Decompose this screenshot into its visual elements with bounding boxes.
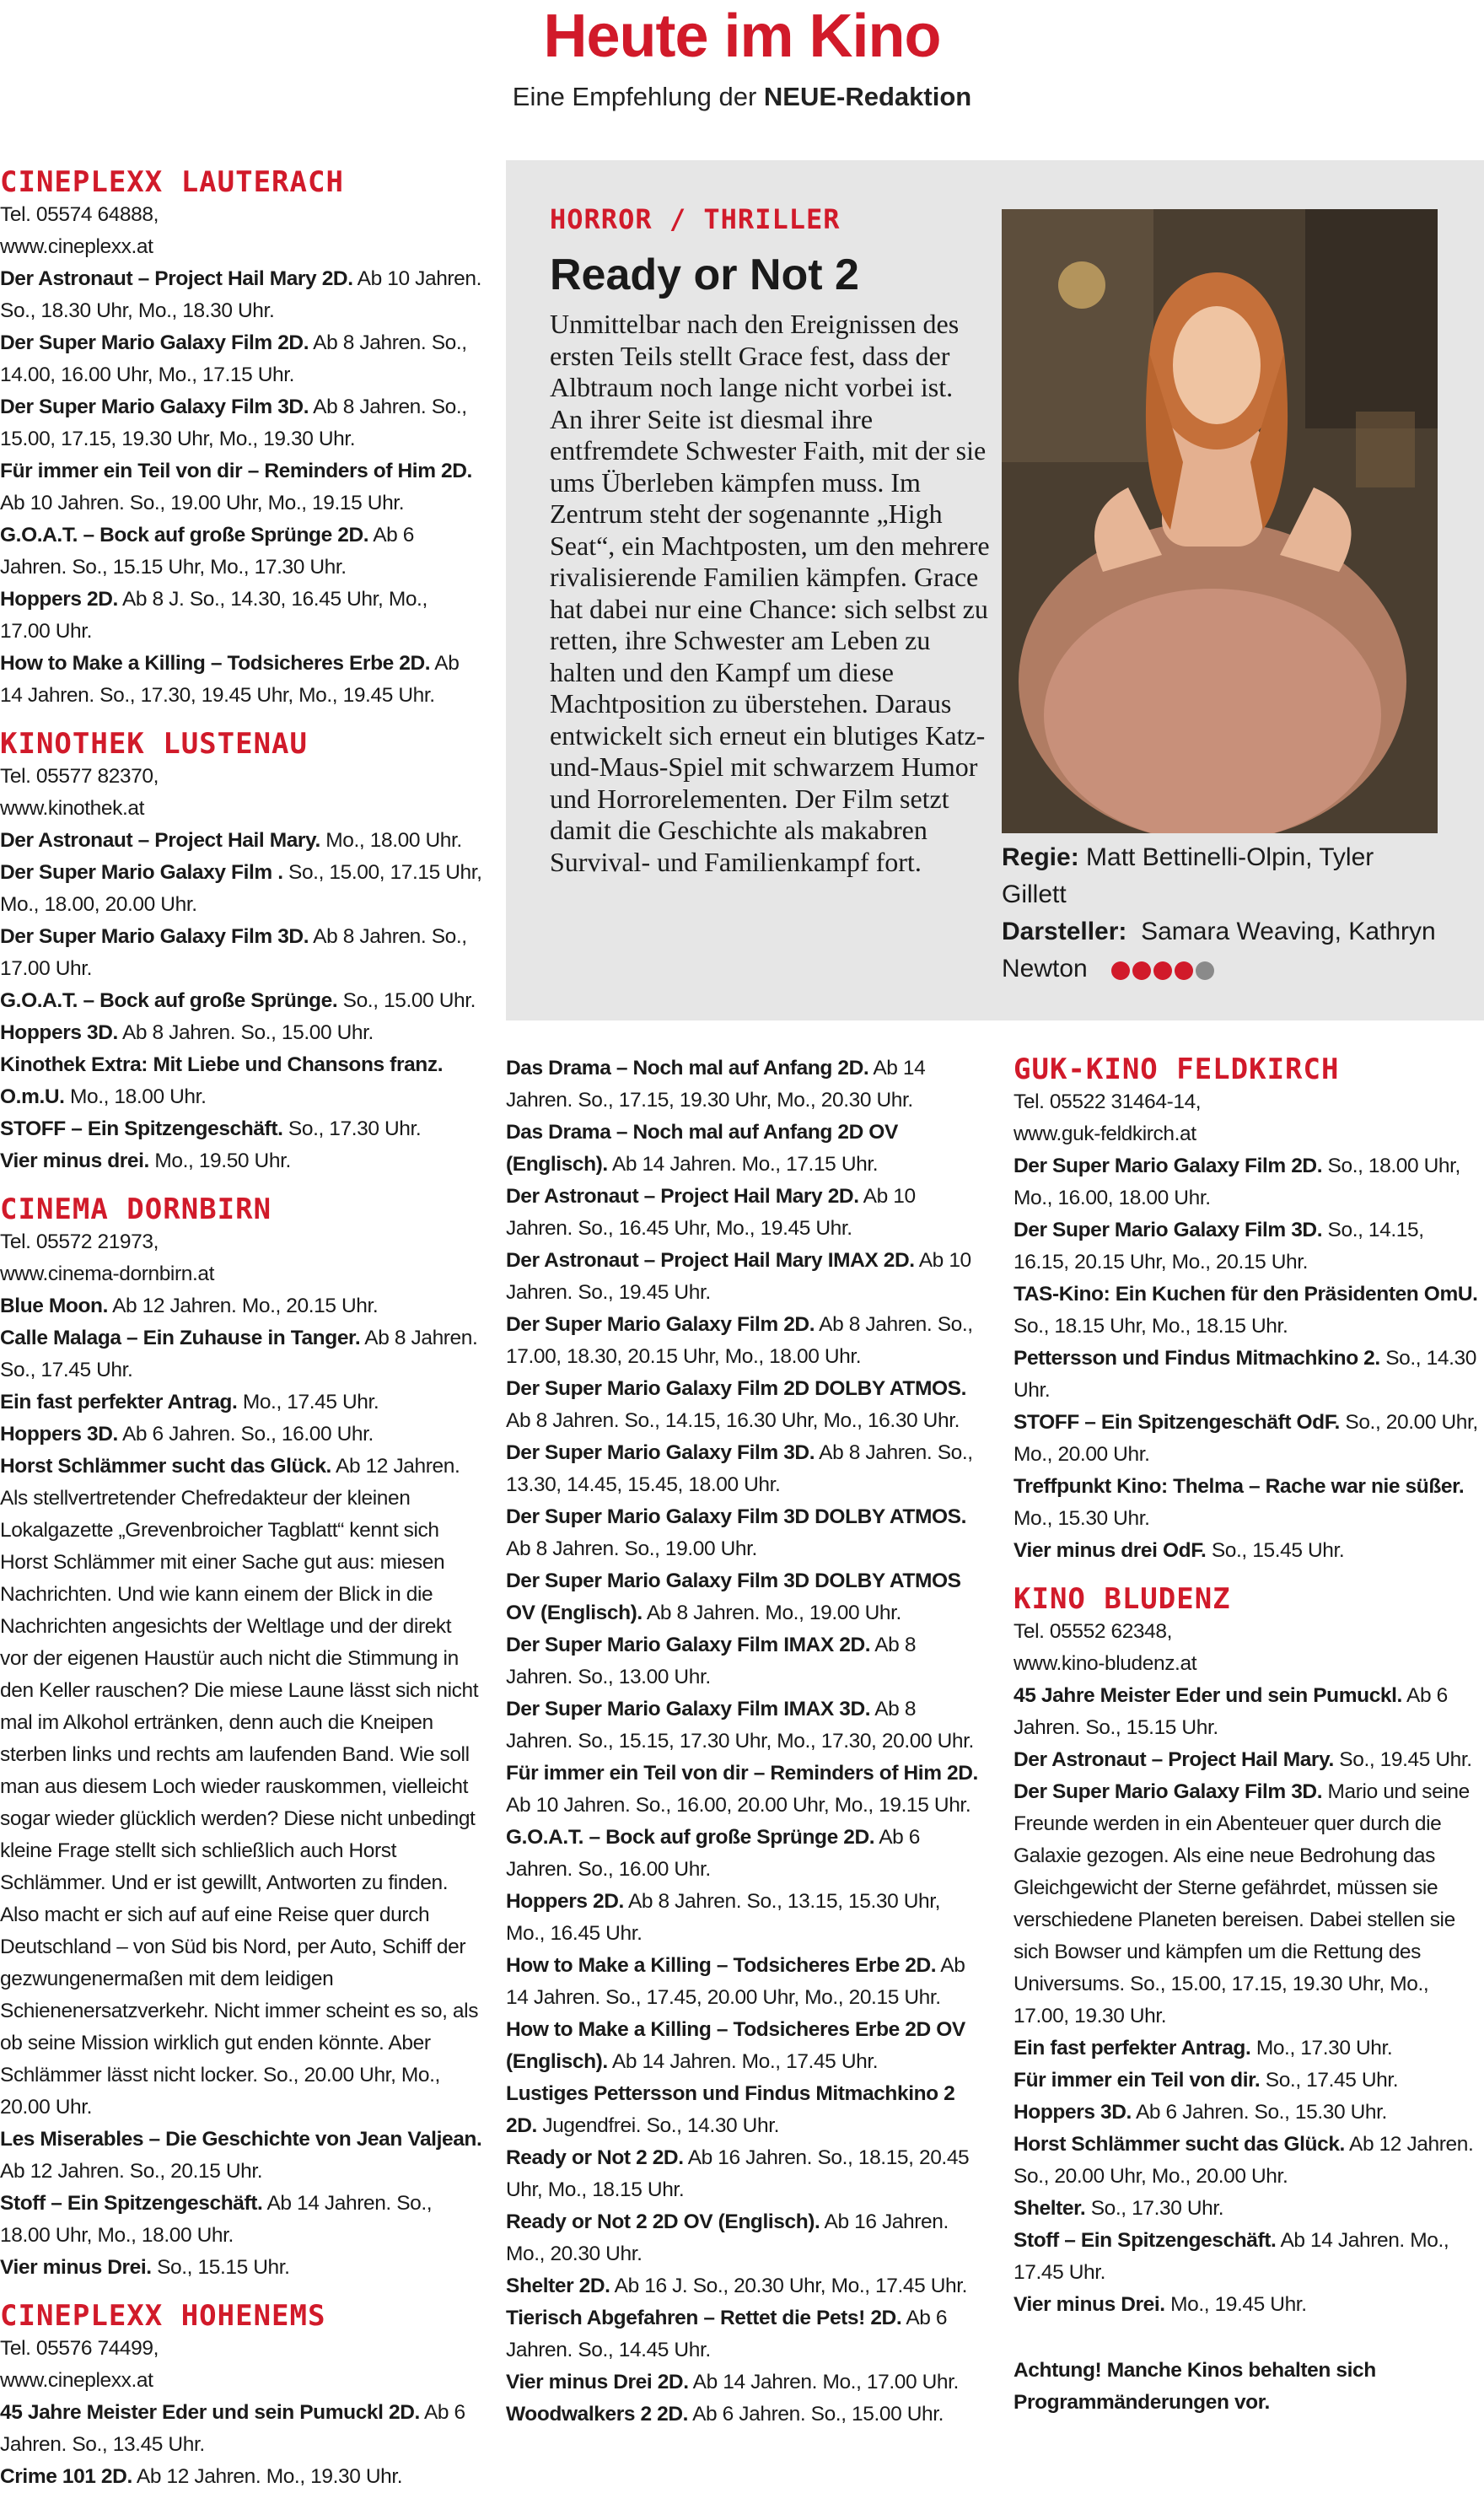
film-title: Hoppers 3D. (0, 1423, 118, 1446)
film-listing (0, 327, 482, 391)
rating-dot-empty (1196, 961, 1214, 980)
film-listing (506, 1309, 982, 1373)
film-title: 45 Jahre Meister Eder und sein Pumuckl 2D. (0, 2401, 420, 2424)
film-title: Der Super Mario Galaxy Film IMAX 3D. (506, 1698, 871, 1720)
film-info: Ab 8 J. So., 14.30, 16.45 Uhr, Mo., 17.00 Uhr. (0, 588, 427, 643)
cinema-name: KINOTHEK LUSTENAU (0, 727, 308, 761)
film-info: Ab 8 Jahren. So., 13.30, 14.45, 15.45, 18.00 Uhr. (506, 1441, 973, 1496)
film-still-image (1002, 209, 1438, 833)
film-title: Pettersson und Findus Mitmachkino 2. (1014, 1347, 1380, 1370)
film-listing (0, 921, 482, 985)
film-listing (1014, 1471, 1484, 1535)
film-listing (506, 2014, 982, 2078)
film-title: Ein fast perfekter Antrag. (1014, 2037, 1251, 2060)
cinema-website: www.cinema-dornbirn.at (0, 1263, 215, 1285)
film-listing (0, 2461, 482, 2493)
film-listing (1014, 2033, 1484, 2065)
film-info: Mario und seine Freunde werden in ein Abenteuer quer durch die Galaxie gezogen. Als eine neue Bedrohung das Gleichgewicht der Sterne gefährdet, müssen sie verschiedene Planeten bereisen. Dabei stellen sie sich Bowser und kämpfen um die Rettung des Universums. So., 15.00, 17.15, 19.30 Uhr, Mo., 17.00, 19.30 Uhr. (1014, 1780, 1470, 2027)
film-listing (1014, 2097, 1484, 2129)
film-title: Stoff – Ein Spitzengeschäft. (1014, 2229, 1277, 2252)
film-info: So., 15.00, 17.15 Uhr, Mo., 18.00, 20.00 Uhr. (0, 861, 482, 916)
film-still-illustration (1002, 209, 1438, 833)
film-title: Vier minus Drei 2D. (506, 2371, 689, 2393)
cinema-name: CINEPLEXX HOHENEMS (0, 2299, 326, 2333)
film-info: Mo., 19.50 Uhr. (148, 1150, 291, 1172)
film-title: Der Astronaut – Project Hail Mary 2D. (0, 267, 353, 290)
film-info: Ab 12 Jahren. So., 20.15 Uhr. (0, 2160, 263, 2183)
cinema-name: CINEPLEXX LAUTERACH (0, 165, 344, 199)
film-listing (506, 2302, 982, 2366)
film-info: Ab 14 Jahren. So., 18.00 Uhr, Mo., 18.00 Uhr. (0, 2192, 433, 2247)
film-info: Ab 6 Jahren. So., 13.45 Uhr. (0, 2401, 465, 2456)
film-title: Ready or Not 2 2D. (506, 2146, 684, 2169)
film-info: Mo., 18.00 Uhr. (320, 829, 462, 852)
film-listing (1014, 1535, 1484, 1567)
film-info: Ab 10 Jahren. So., 18.30 Uhr, Mo., 18.30 Uhr. (0, 267, 482, 322)
film-title: Horst Schlämmer sucht das Glück. (1014, 2133, 1345, 2156)
film-info: Ab 6 Jahren. So., 15.00 Uhr. (688, 2403, 944, 2426)
film-listing (0, 2188, 482, 2252)
film-listing (1014, 1343, 1484, 1407)
feature-credits (1002, 839, 1440, 988)
cinema-website: www.cineplexx.at (0, 235, 153, 258)
film-listing (0, 1145, 482, 1177)
film-title: Vier minus Drei. (0, 2256, 152, 2279)
cinema-phone: Tel. 05572 21973, (0, 1230, 159, 1253)
film-info: Mo., 15.30 Uhr. (1014, 1507, 1150, 1530)
film-info: Ab 6 Jahren. So., 16.00 Uhr. (117, 1423, 374, 1446)
film-title: Der Super Mario Galaxy Film 3D. (506, 1441, 815, 1464)
cinema-block (0, 1193, 482, 2284)
film-listing (506, 1950, 982, 2014)
cinema-phone: Tel. 05522 31464-14, (1014, 1090, 1202, 1113)
page-subtitle (0, 81, 1484, 113)
film-title: Für immer ein Teil von dir. (1014, 2069, 1261, 2092)
film-listing (0, 2252, 482, 2284)
cinema-website: www.cineplexx.at (0, 2369, 153, 2392)
film-title: Der Astronaut – Project Hail Mary IMAX 2D. (506, 1249, 915, 1272)
film-title: Für immer ein Teil von dir – Reminders of Him 2D. (506, 1762, 978, 1785)
film-info: Ab 8 Jahren. So., 14.15, 16.30 Uhr, Mo., 16.30 Uhr. (506, 1409, 960, 1432)
film-title: Der Super Mario Galaxy Film 3D DOLBY ATMOS OV (Englisch). (506, 1570, 961, 1624)
film-listing (506, 1565, 982, 1629)
film-info: Ab 8 Jahren. So., 15.00, 17.15, 19.30 Uhr, Mo., 19.30 Uhr. (0, 396, 467, 450)
film-listing (506, 1181, 982, 1245)
film-title: Vier minus drei. (0, 1150, 149, 1172)
film-info: Ab 12 Jahren. Mo., 20.15 Uhr. (108, 1295, 379, 1317)
film-info: Ab 8 Jahren. So., 17.00, 18.30, 20.15 Uhr, Mo., 18.00 Uhr. (506, 1313, 973, 1368)
director-line (1002, 839, 1440, 913)
spacer (0, 1177, 482, 1193)
rating-dot-filled (1153, 961, 1172, 980)
film-title: How to Make a Killing – Todsicheres Erbe 2D. (0, 652, 431, 675)
film-info: Ab 16 J. So., 20.30 Uhr, Mo., 17.45 Uhr. (610, 2275, 968, 2297)
film-listing (506, 2142, 982, 2206)
cinema-name: KINO BLUDENZ (1014, 1582, 1231, 1616)
film-info: So., 14.15, 16.15, 20.15 Uhr, Mo., 20.15 Uhr. (1014, 1219, 1424, 1273)
film-listing (1014, 1407, 1484, 1471)
subtitle-prefix: Eine Empfehlung der (512, 82, 764, 111)
film-info: Ab 6 Jahren. So., 15.15 Uhr. (1014, 1684, 1448, 1739)
film-listing (1014, 1150, 1484, 1214)
feature-box (506, 160, 1484, 1020)
listings-column-2 (506, 1053, 982, 2431)
film-title: How to Make a Killing – Todsicheres Erbe 2D OV (Englisch). (506, 2018, 965, 2073)
cinema-phone: Tel. 05577 82370, (0, 765, 159, 788)
film-title: G.O.A.T. – Bock auf große Sprünge 2D. (0, 524, 369, 547)
cinema-phone: Tel. 05552 62348, (1014, 1620, 1173, 1643)
cinema-name: GUK-KINO FELDKIRCH (1014, 1053, 1340, 1086)
film-title: Kinothek Extra: Mit Liebe und Chansons franz. O.m.U. (0, 1053, 444, 1108)
spacer (1014, 2321, 1484, 2355)
film-listing (506, 2078, 982, 2142)
film-title: Der Super Mario Galaxy Film 2D DOLBY ATMOS. (506, 1377, 966, 1400)
film-title: Der Super Mario Galaxy Film . (0, 861, 283, 884)
film-info: So., 18.00 Uhr, Mo., 16.00, 18.00 Uhr. (1014, 1155, 1460, 1209)
film-info: Ab 14 Jahren. So., 17.15, 19.30 Uhr, Mo., 20.30 Uhr. (506, 1057, 926, 1112)
film-listing (0, 857, 482, 921)
film-title: Hoppers 2D. (0, 588, 118, 611)
cinema-website: www.kino-bludenz.at (1014, 1652, 1197, 1675)
film-listing (506, 1629, 982, 1693)
film-listing (506, 1373, 982, 1437)
film-listing (0, 2397, 482, 2461)
film-listing (1014, 2193, 1484, 2225)
page-title: Heute im Kino (543, 3, 941, 70)
film-info: Ab 10 Jahren. So., 19.45 Uhr. (506, 1249, 971, 1304)
rating-dot-filled (1132, 961, 1151, 980)
subtitle-brand: NEUE-Redaktion (763, 82, 972, 111)
program-change-note: Achtung! Manche Kinos behalten sich Programmänderungen vor. (1014, 2359, 1376, 2414)
film-listing (0, 520, 482, 584)
film-title: Vier minus drei OdF. (1014, 1539, 1207, 1562)
film-title: Der Super Mario Galaxy Film 3D. (0, 925, 309, 948)
film-listing (1014, 2129, 1484, 2193)
film-info: Ab 8 Jahren. So., 13.15, 15.30 Uhr, Mo., 16.45 Uhr. (506, 1890, 941, 1945)
film-listing (506, 2270, 982, 2302)
film-title: Der Astronaut – Project Hail Mary. (1014, 1748, 1334, 1771)
film-title: STOFF – Ein Spitzengeschäft. (0, 1117, 283, 1140)
film-listing (506, 1117, 982, 1181)
film-listing (506, 2206, 982, 2270)
film-title: How to Make a Killing – Todsicheres Erbe 2D. (506, 1954, 937, 1977)
film-info: Ab 16 Jahren. Mo., 20.30 Uhr. (506, 2210, 949, 2265)
film-title: Für immer ein Teil von dir – Reminders of Him 2D. (0, 460, 472, 482)
director-label: Regie: (1002, 843, 1079, 871)
film-listing (0, 985, 482, 1017)
film-title: Blue Moon. (0, 1295, 109, 1317)
film-info: Ab 8 Jahren. So., 14.00, 16.00 Uhr, Mo., 17.15 Uhr. (0, 331, 467, 386)
film-title: Der Super Mario Galaxy Film IMAX 2D. (506, 1634, 871, 1656)
film-title: Lustiges Pettersson und Findus Mitmachkino 2 2D. (506, 2082, 955, 2137)
cinema-website: www.guk-feldkirch.at (1014, 1123, 1196, 1145)
film-info: Ab 10 Jahren. So., 19.00 Uhr, Mo., 19.15 Uhr. (0, 492, 405, 514)
listings-column-1 (0, 165, 482, 2493)
film-listing (506, 1886, 982, 1950)
listings-column-3 (1014, 1053, 1484, 2419)
film-title: STOFF – Ein Spitzengeschäft OdF. (1014, 1411, 1340, 1434)
film-title: Der Super Mario Galaxy Film 3D DOLBY ATMOS. (506, 1505, 966, 1528)
film-info: Ab 8 Jahren. So., 17.00 Uhr. (0, 925, 467, 980)
film-title: Ready or Not 2 2D OV (Englisch). (506, 2210, 820, 2233)
film-title: Treffpunkt Kino: Thelma – Rache war nie süßer. (1014, 1475, 1465, 1498)
director-names: Matt Bettinelli-Olpin, Tyler Gillett (1002, 843, 1374, 908)
film-listing (506, 1245, 982, 1309)
film-listing (0, 455, 482, 520)
film-info: So., 20.00 Uhr, Mo., 20.00 Uhr. (1014, 1411, 1478, 1466)
cast-names: Samara Weaving, Kathryn Newton (1002, 918, 1436, 983)
film-listing (506, 2366, 982, 2399)
film-info: So., 19.45 Uhr. (1333, 1748, 1472, 1771)
feature-text (550, 202, 990, 878)
film-title: Der Astronaut – Project Hail Mary. (0, 829, 320, 852)
film-title: Calle Malaga – Ein Zuhause in Tanger. (0, 1327, 361, 1349)
rating-dots (1111, 951, 1217, 988)
film-listing (506, 1437, 982, 1501)
film-info: Ab 12 Jahren. Als stellvertretender Chefredakteur der kleinen Lokalgazette „Grevenbroicher Tagblatt“ kennt sich Horst Schlämmer mit einer Sache gut aus: miesen Nachrichten. Und wie kann einem der Blick in die Nachrichten angesichts der Weltlage und der direkt vor der eigenen Haustür auch nicht die Stimmung in den Keller rauschen? Die miese Laune lässt sich nicht mal im Alkohol ertränken, denn auch die Kneipen sterben links und rechts am laufenden Band. Wie soll man aus diesem Loch wieder rauskommen, vielleicht sogar wieder glücklich werden? Diese nicht unbedingt kleine Frage stellt sich schließlich auch Horst Schlämmer. Und er ist gewillt, Antworten zu finden. Also macht er sich auf auf eine Reise quer durch Deutschland – von Süd bis Nord, per Auto, Schiff der gezwungenermaßen mit dem leidigen Schienenersatzverkehr. Nicht immer scheint es so, als ob seine Mission wirklich gut enden könnte. Aber Schlämmer lässt nicht locker. So., 20.00 Uhr, Mo., 20.00 Uhr. (0, 1455, 479, 2119)
film-title: Der Super Mario Galaxy Film 3D. (1014, 1780, 1323, 1803)
film-listing (0, 1290, 482, 1322)
film-listing (506, 1053, 982, 1117)
film-title: Shelter. (1014, 2197, 1086, 2220)
film-title: G.O.A.T. – Bock auf große Sprünge. (0, 989, 338, 1012)
film-info: Ab 8 Jahren. So., 19.00 Uhr. (506, 1537, 757, 1560)
film-title: Der Astronaut – Project Hail Mary 2D. (506, 1185, 859, 1208)
film-title: Hoppers 3D. (1014, 2101, 1132, 2124)
film-listing (1014, 1680, 1484, 1744)
film-title: TAS-Kino: Ein Kuchen für den Präsidenten OmU. (1014, 1283, 1478, 1306)
film-info: So., 15.15 Uhr. (151, 2256, 290, 2279)
film-title: Tierisch Abgefahren – Rettet die Pets! 2D. (506, 2307, 902, 2329)
film-listing (0, 1322, 482, 1386)
film-info: Ab 8 Jahren. So., 17.45 Uhr. (0, 1327, 478, 1381)
film-title: Das Drama – Noch mal auf Anfang 2D. (506, 1057, 869, 1080)
spacer (1014, 1567, 1484, 1582)
film-title: Les Miserables – Die Geschichte von Jean Valjean. (0, 2128, 482, 2151)
film-listing (0, 584, 482, 648)
film-listing (0, 1049, 482, 1113)
film-listing (0, 391, 482, 455)
rating-dot-filled (1175, 961, 1193, 980)
film-info: So., 14.30 Uhr. (1014, 1347, 1476, 1402)
film-info: So., 17.30 Uhr. (1085, 2197, 1224, 2220)
film-listing (506, 1693, 982, 1758)
film-info: Ab 8 Jahren. Mo., 19.00 Uhr. (642, 1602, 901, 1624)
cinema-block (1014, 1582, 1484, 2321)
film-title: Shelter 2D. (506, 2275, 610, 2297)
spacer (0, 712, 482, 727)
film-info: Ab 14 Jahren. Mo., 17.45 Uhr. (607, 2050, 879, 2073)
cinema-name: CINEMA DORNBIRN (0, 1193, 272, 1226)
film-listing (1014, 1744, 1484, 1776)
film-listing (0, 825, 482, 857)
film-title: Crime 101 2D. (0, 2465, 132, 2488)
feature-genre: HORROR / THRILLER (550, 203, 841, 235)
film-info: Mo., 19.45 Uhr. (1164, 2293, 1307, 2316)
film-title: Vier minus Drei. (1014, 2293, 1165, 2316)
film-info: So., 18.15 Uhr, Mo., 18.15 Uhr. (1014, 1315, 1288, 1338)
cinema-block (0, 727, 482, 1177)
film-info: Jugendfrei. So., 14.30 Uhr. (536, 2114, 780, 2137)
cinema-block (1014, 1053, 1484, 1567)
cinema-phone: Tel. 05576 74499, (0, 2337, 159, 2360)
film-listing (1014, 1776, 1484, 2033)
film-info: Ab 6 Jahren. So., 15.15 Uhr, Mo., 17.30 Uhr. (0, 524, 415, 579)
film-title: Ein fast perfekter Antrag. (0, 1391, 238, 1413)
film-listing (1014, 1214, 1484, 1279)
spacer (0, 2284, 482, 2299)
film-listing (0, 1386, 482, 1419)
rating-dot-filled (1111, 961, 1130, 980)
film-listing (506, 1758, 982, 1822)
film-listing (1014, 2289, 1484, 2321)
cinema-block (0, 2299, 482, 2493)
film-listing (1014, 1279, 1484, 1343)
film-listing (0, 648, 482, 712)
film-info: Mo., 18.00 Uhr. (64, 1085, 207, 1108)
film-title: Der Super Mario Galaxy Film 2D. (0, 331, 309, 354)
film-info: Ab 6 Jahren. So., 16.00 Uhr. (506, 1826, 921, 1881)
film-info: So., 17.45 Uhr. (1260, 2069, 1399, 2092)
film-info: Ab 6 Jahren. So., 14.45 Uhr. (506, 2307, 948, 2361)
film-listing (0, 2124, 482, 2188)
film-info: Ab 14 Jahren. So., 17.30, 19.45 Uhr, Mo., 19.45 Uhr. (0, 652, 460, 707)
film-info: So., 15.00 Uhr. (337, 989, 476, 1012)
cast-line (1002, 913, 1440, 988)
film-listing (0, 263, 482, 327)
cinema-phone: Tel. 05574 64888, (0, 203, 159, 226)
film-info: Ab 16 Jahren. So., 18.15, 20.45 Uhr, Mo., 18.15 Uhr. (506, 2146, 970, 2201)
film-title: Stoff – Ein Spitzengeschäft. (0, 2192, 263, 2215)
film-listing (506, 1822, 982, 1886)
cast-label: Darsteller: (1002, 918, 1127, 945)
film-title: Horst Schlämmer sucht das Glück. (0, 1455, 331, 1478)
film-info: Mo., 17.30 Uhr. (1250, 2037, 1393, 2060)
cinema-website: www.kinothek.at (0, 797, 145, 820)
film-info: So., 15.45 Uhr. (1206, 1539, 1345, 1562)
film-info: Ab 6 Jahren. So., 15.30 Uhr. (1131, 2101, 1387, 2124)
film-title: Das Drama – Noch mal auf Anfang 2D OV (Englisch). (506, 1121, 898, 1176)
film-info: Ab 14 Jahren. Mo., 17.00 Uhr. (688, 2371, 959, 2393)
film-info: Ab 14 Jahren. So., 17.45, 20.00 Uhr, Mo., 20.15 Uhr. (506, 1954, 965, 2009)
film-info: Ab 12 Jahren. Mo., 19.30 Uhr. (132, 2465, 403, 2488)
film-info: Ab 10 Jahren. So., 16.45 Uhr, Mo., 19.45 Uhr. (506, 1185, 916, 1240)
film-listing (506, 1501, 982, 1565)
film-title: Woodwalkers 2 2D. (506, 2403, 689, 2426)
feature-title: Ready or Not 2 (550, 250, 859, 299)
film-listing (0, 1451, 482, 2124)
film-title: Der Super Mario Galaxy Film 3D. (1014, 1219, 1323, 1241)
cinema-block (0, 165, 482, 712)
film-title: 45 Jahre Meister Eder und sein Pumuckl. (1014, 1684, 1402, 1707)
page-header (0, 0, 1484, 113)
film-listing (0, 1419, 482, 1451)
film-info: Ab 14 Jahren. Mo., 17.45 Uhr. (1014, 2229, 1449, 2284)
film-info: Ab 8 Jahren. So., 13.00 Uhr. (506, 1634, 917, 1688)
film-info: So., 17.30 Uhr. (282, 1117, 422, 1140)
film-title: Der Super Mario Galaxy Film 2D. (506, 1313, 815, 1336)
film-title: Der Super Mario Galaxy Film 2D. (1014, 1155, 1323, 1177)
film-title: Der Super Mario Galaxy Film 3D. (0, 396, 309, 418)
film-info: Mo., 17.45 Uhr. (237, 1391, 379, 1413)
film-listing (0, 1017, 482, 1049)
film-listing (1014, 2065, 1484, 2097)
film-listing (506, 2399, 982, 2431)
film-info: Ab 8 Jahren. So., 15.00 Uhr. (117, 1021, 374, 1044)
film-title: Hoppers 3D. (0, 1021, 118, 1044)
film-listing (0, 1113, 482, 1145)
film-title: G.O.A.T. – Bock auf große Sprünge 2D. (506, 1826, 875, 1849)
film-info: Ab 8 Jahren. So., 15.15, 17.30 Uhr, Mo., 17.30, 20.00 Uhr. (506, 1698, 974, 1753)
film-title: Hoppers 2D. (506, 1890, 624, 1913)
feature-body: Unmittelbar nach den Ereignissen des ersten Teils stellt Grace fest, dass der Albtraum noch lange nicht vorbei ist. An ihrer Seite ist diesmal ihre entfremdete Schwester Faith, mit der sie ums Überleben kämpfen muss. Im Zentrum steht der sogenannte „High Seat“, ein Machtposten, um den mehrere rivalisierende Familien kämpfen. Grace hat dabei nur eine Chance: sich selbst zu retten, ihre Schwester am Leben zu halten und den Kampf um diese Machtposition zu überstehen. Daraus entwickelt sich erneut ein blutiges Katz-und-Maus-Spiel mit schwarzem Humor und Horrorelementen. Der Film setzt damit die Geschichte als makabren Survival- und Familienkampf fort. (550, 309, 990, 877)
film-info: Ab 14 Jahren. Mo., 17.15 Uhr. (607, 1153, 879, 1176)
film-info: Ab 12 Jahren. So., 20.00 Uhr, Mo., 20.00 Uhr. (1014, 2133, 1474, 2188)
film-info: Ab 10 Jahren. So., 16.00, 20.00 Uhr, Mo., 19.15 Uhr. (506, 1794, 971, 1817)
film-listing (1014, 2225, 1484, 2289)
